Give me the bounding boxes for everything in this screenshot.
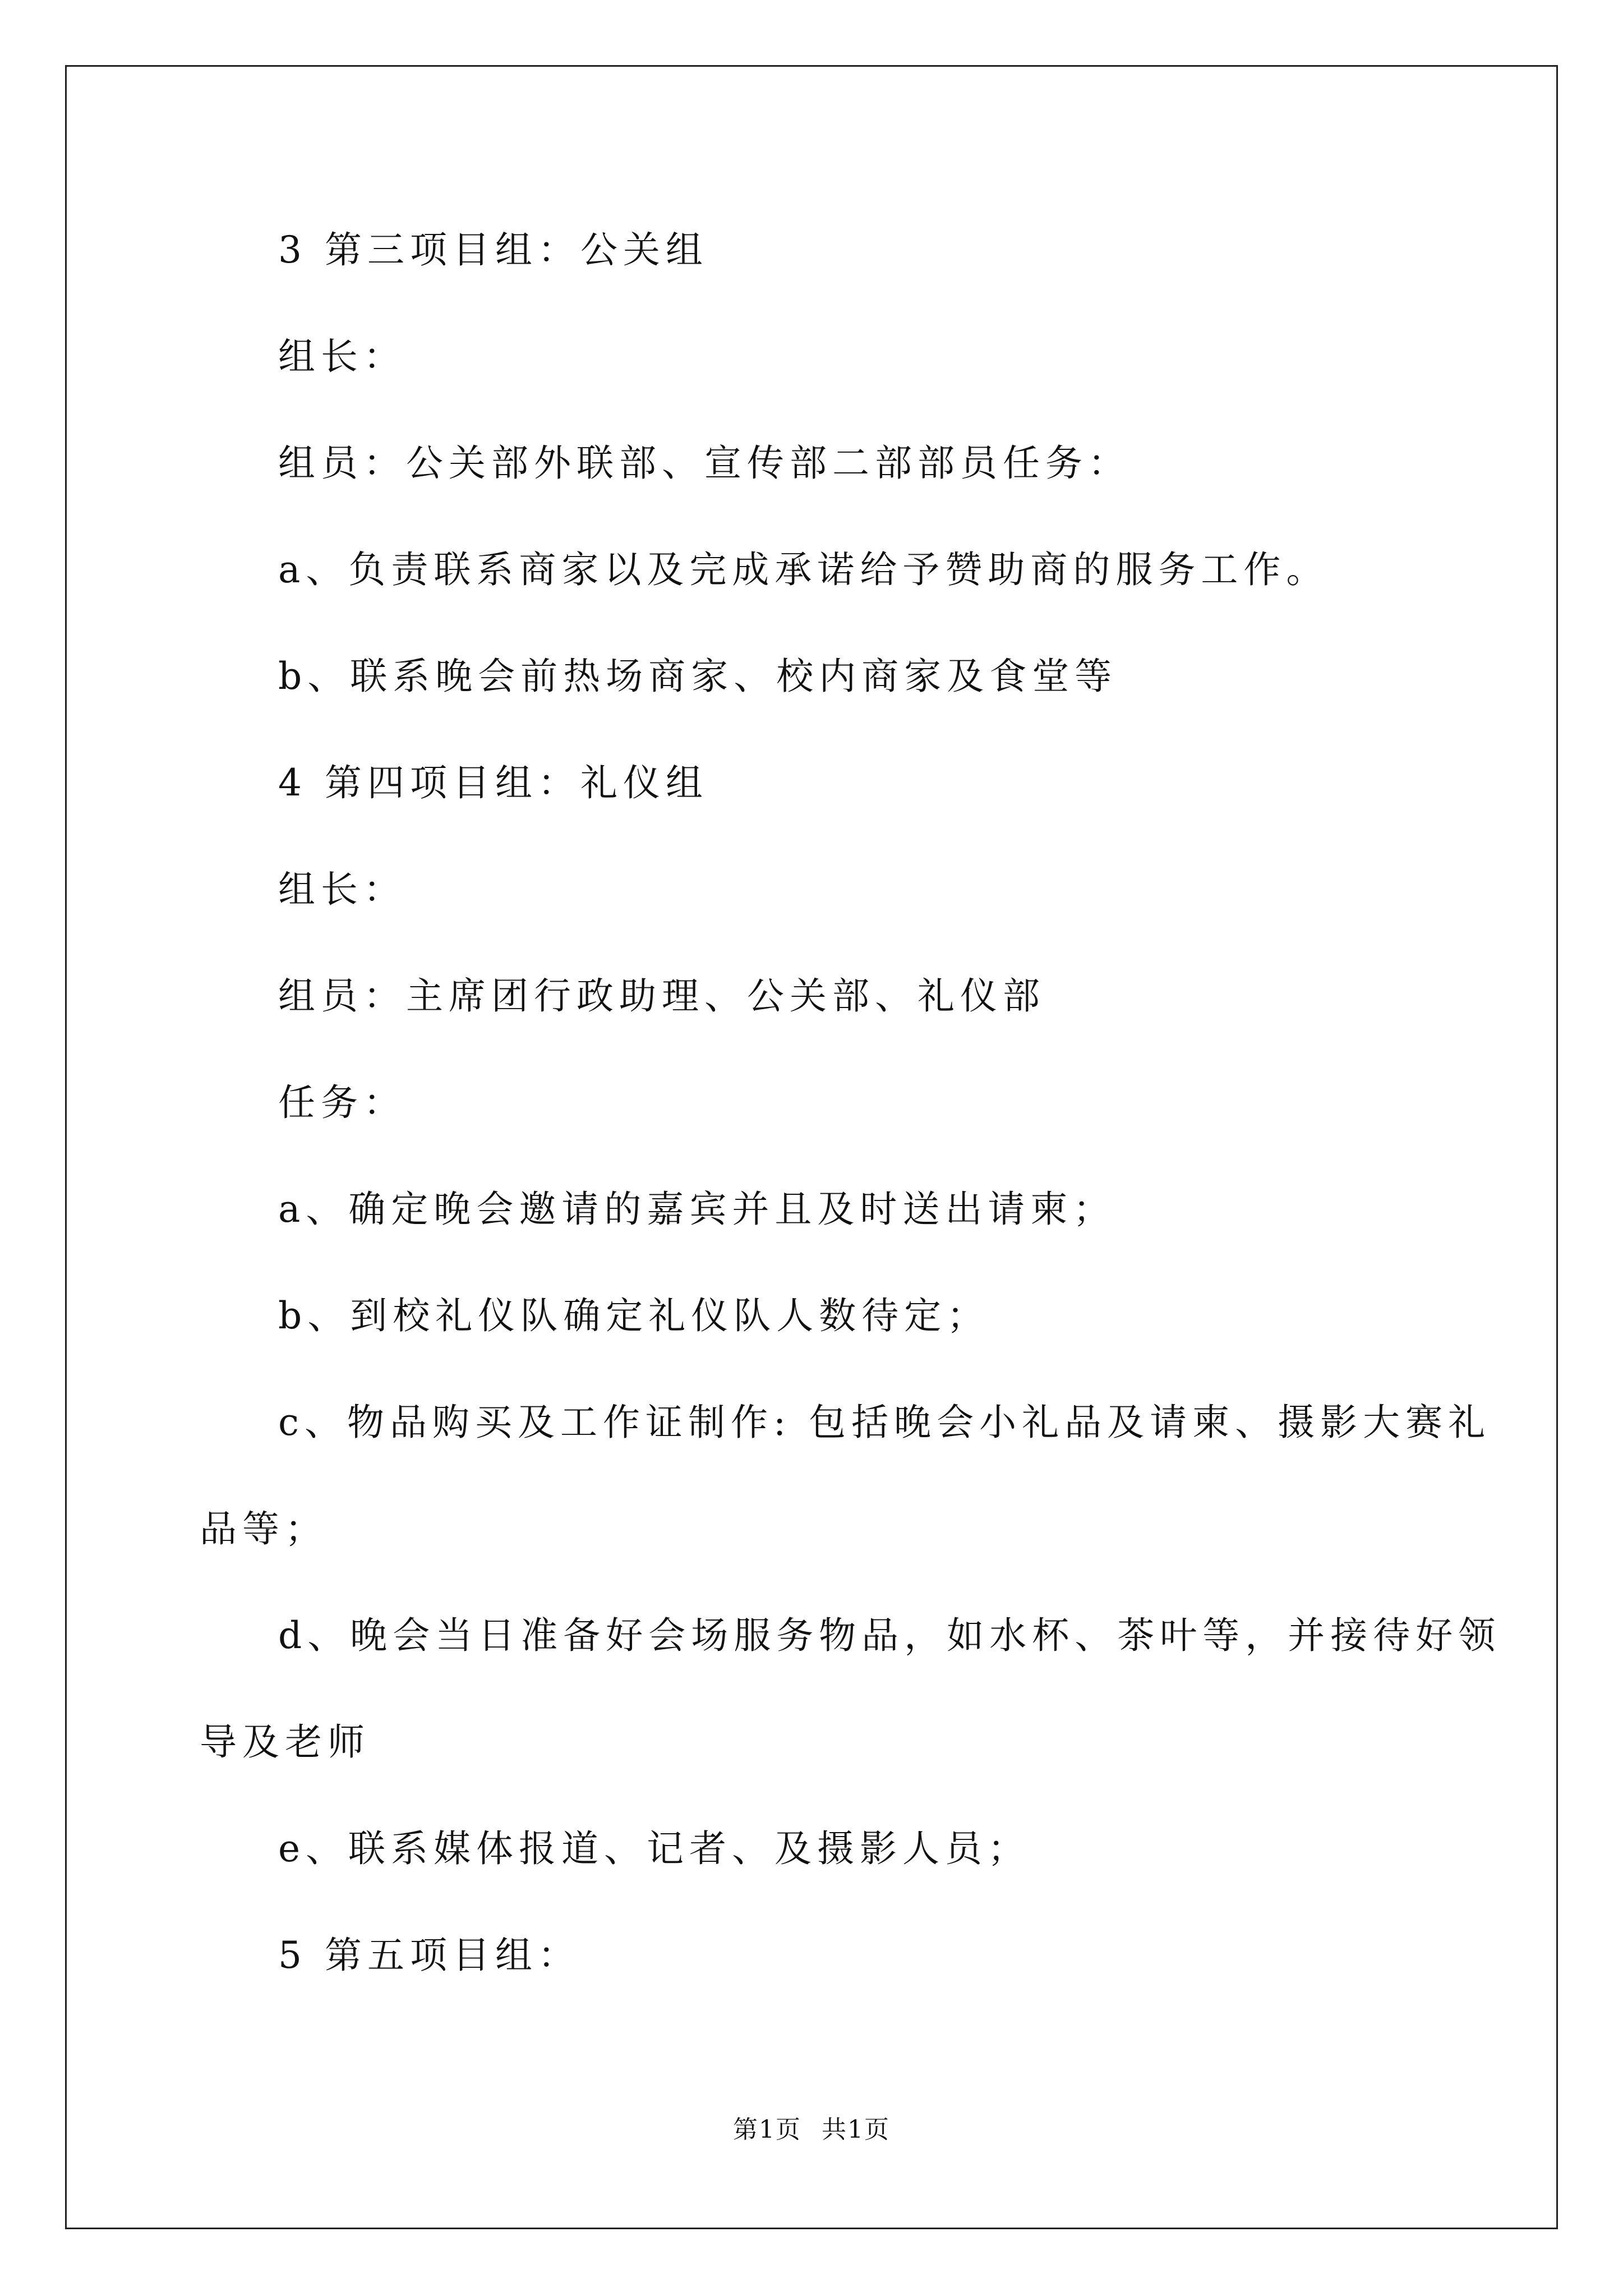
text-line: e、联系媒体报道、记者、及摄影人员； bbox=[278, 1827, 1031, 1870]
text-line: 组员：公关部外联部、宣传部二部部员任务： bbox=[278, 441, 1131, 485]
text-line: a、确定晚会邀请的嘉宾并且及时送出请柬； bbox=[278, 1188, 1116, 1231]
text-line: a、负责联系商家以及完成承诺给予赞助商的服务工作。 bbox=[278, 548, 1329, 591]
page-total: 共1页 bbox=[822, 2115, 890, 2144]
page-footer bbox=[0, 2115, 1623, 2145]
section-heading-5: 5 第五项目组： bbox=[278, 1934, 580, 1977]
text-line: 组长： bbox=[278, 868, 406, 911]
text-line: 导及老师 bbox=[200, 1720, 370, 1764]
text-line: d、晚会当日准备好会场服务物品，如水杯、茶叶等，并接待好领 bbox=[278, 1614, 1501, 1657]
section-heading-3: 3 第三项目组：公关组 bbox=[278, 228, 708, 272]
text-line: c、物品购买及工作证制作: 包括晚会小礼品及请柬、摄影大赛礼 bbox=[278, 1401, 1491, 1444]
text-line: 组员：主席团行政助理、公关部、礼仪部 bbox=[278, 974, 1045, 1018]
text-line: 任务： bbox=[278, 1081, 406, 1124]
text-line: 组长： bbox=[278, 335, 406, 378]
text-line: b、到校礼仪队确定礼仪队人数待定； bbox=[278, 1294, 990, 1337]
text-line: 品等； bbox=[200, 1507, 328, 1550]
text-line: b、联系晚会前热场商家、校内商家及食堂等 bbox=[278, 655, 1118, 698]
page-number: 第1页 bbox=[733, 2115, 801, 2144]
section-heading-4: 4 第四项目组：礼仪组 bbox=[278, 761, 708, 804]
